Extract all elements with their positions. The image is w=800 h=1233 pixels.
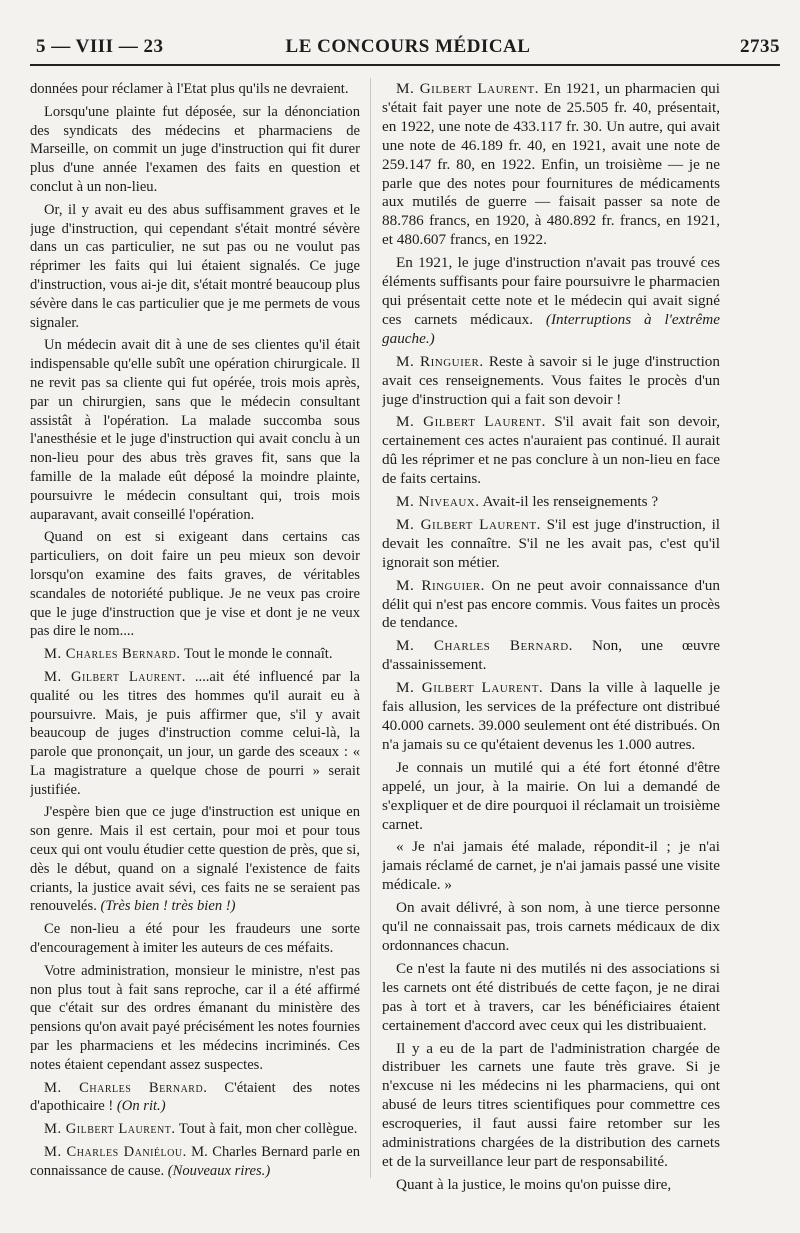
stage-direction: (On rit.) [116, 1098, 166, 1115]
paragraph [382, 838, 720, 895]
speaker-name: M. Gilbert Laurent. [396, 515, 541, 533]
speaker-name: M. Charles Bernard. [396, 637, 573, 655]
speaker-name: M. Ringuier. [396, 352, 484, 370]
header-rule [30, 64, 780, 66]
column-divider [370, 78, 371, 1178]
paragraph-text: Non, une œuvre d'assainissement. [382, 637, 720, 674]
paragraph [30, 336, 360, 524]
paragraph-text: Quant à la justice, le moins qu'on puisse dire, [396, 1175, 672, 1193]
paragraph [382, 493, 720, 512]
paragraph-text: C'étaient des notes d'apothicaire ! [30, 1079, 360, 1115]
paragraph [382, 254, 720, 349]
paragraph-text: J'espère bien que ce juge d'instruction est unique en son genre. Mais il est certain, pour moi et pour tous ceux qui ont voulu étudier cette question de près, que si, dès le début, quand on a signalé l'existence de faits criants, la justice avait sévi, ces faits ne se seraient pas renouvelés. [30, 804, 360, 915]
paragraph [30, 668, 360, 800]
stage-direction: (Très bien ! très bien !) [100, 898, 236, 915]
speaker-name: M. Gilbert Laurent. [396, 679, 544, 697]
paragraph-text: En 1921, un pharmacien qui s'était fait payer une note de 25.505 fr. 40, présentait, en 1922, une note de 433.117 fr. 30. Un autre, qui avait une note de 46.189 fr. 40, en 1921, avait une note de 259.147 fr. 80, en 1922. Enfin, un troisième — je ne parle que des notes pour fournitures de médicaments aux mutilés de guerre — faisait passer sa note de 88.786 francs, en 1920, à 480.892 fr. francs, en 1921, et 480.607 francs, en 1922. [382, 80, 720, 249]
paragraph [30, 920, 360, 958]
speaker-name: M. Gilbert Laurent. [44, 1121, 176, 1138]
paragraph [382, 899, 720, 956]
paragraph-text: S'il est juge d'instruction, il devait les connaître. S'il ne les avait pas, c'est qu'il ignorait son métier. [382, 515, 720, 571]
right-column [382, 80, 720, 1220]
paragraph-text: Un médecin avait dit à une de ses clientes qu'il était indispensable qu'elle subît une opération chirurgicale. Il ne revit pas sa cliente qui fut opérée, trois mois après, par un chirurgien, sans que le médecin consultant assistât à l'opération. La malade succomba sous l'anesthésie et le juge d'instruction qui avait conclu à un non-lieu pour des abus très graves fit, sans que la famille de la malade eût déposé la moindre plainte, poursuivre le médecin consultant qui, trois mois auparavant, avait conseillé l'opération. [30, 337, 360, 523]
journal-title: LE CONCOURS MÉDICAL [285, 36, 531, 57]
stage-direction: (Interruptions à l'extrême gauche.) [382, 310, 720, 347]
paragraph-text: Il y a eu de la part de l'administration chargée de distribuer les carnets une faute très grave. Si je n'excuse ni les médecins ni les pharmaciens, qui ont abusé de leurs titres scientifiques pour commettre ces escroqueries, il faut aussi faire retomber sur les administrations chargées de la distribution des carnets et de la surveillance leur part de responsabilité. [382, 1039, 720, 1170]
paragraph-text: Tout à fait, mon cher collègue. [178, 1121, 358, 1138]
paragraph [382, 577, 720, 634]
paragraph-text: On avait délivré, à son nom, à une tierce personne qu'il ne connaissait pas, trois carnets médicaux de dix ordonnances chacun. [382, 899, 720, 954]
paragraph [382, 637, 720, 675]
paragraph-text: On ne peut avoir connaissance d'un délit qui n'est pas encore commis. Vous faites un procès de tendance. [382, 576, 720, 632]
paragraph [382, 80, 720, 250]
paragraph [382, 960, 720, 1036]
issue-date: 5 — VIII — 23 [36, 36, 164, 57]
speaker-name: M. Charles Daniélou. [44, 1144, 187, 1161]
paragraph-text: « Je n'ai jamais été malade, répondit-il ; je n'ai jamais réclamé de carnet, je n'ai jamais passé une visite médicale. » [382, 838, 720, 894]
speaker-name: M. Charles Bernard. [44, 646, 181, 663]
paragraph-text: Quand on est si exigeant dans certains cas particuliers, on doit faire un peu mieux son devoir lorsqu'on examine des faits graves, de véritables scandales de notoriété publique. Je ne veux pas croire que le juge d'instruction que je vise et dont je ne veux pas dire le nom.... [30, 529, 360, 640]
paragraph [30, 528, 360, 641]
paragraph-text: Tout le monde le connaît. [183, 646, 333, 663]
paragraph [382, 1176, 720, 1195]
left-column [30, 80, 360, 1220]
paragraph [382, 413, 720, 489]
paragraph [30, 103, 360, 197]
paragraph [382, 1040, 720, 1172]
stage-direction: (Nouveaux rires.) [167, 1162, 271, 1179]
page-header [36, 36, 780, 64]
paragraph [382, 679, 720, 755]
speaker-name: M. Gilbert Laurent. [44, 668, 186, 685]
paragraph [382, 353, 720, 410]
paragraph [30, 1120, 360, 1139]
paragraph-text: Je connais un mutilé qui a été fort étonné d'être appelé, un jour, à la mairie. On lui a demandé de s'expliquer et de dire pourquoi il réclamait un troisième carnet. [382, 758, 720, 833]
paragraph [30, 962, 360, 1075]
paragraph-text: ....ait été influencé par la qualité ou les titres des hommes qu'il aurait eu à poursuivre. Mais, je puis affirmer que, s'il y avait beaucoup de juges d'instruction comme celui-là, la parole que prononçait, un jour, un garde des sceaux : « La magistrature a quelque chose de pourri » serait justifiée. [30, 668, 360, 798]
paragraph [30, 645, 360, 664]
paragraph-text: S'il avait fait son devoir, certainement ces actes n'auraient pas continué. Il aurait dû les réprimer et ne pas conclure à un non-lieu en face de faits certains. [382, 413, 720, 488]
paragraph [382, 516, 720, 573]
paragraph-text: Dans la ville à laquelle je fais allusion, les services de la préfecture ont distribué 40.000 carnets. 39.000 seulement ont été distribués. On n'a jamais su ce qu'étaient devenus les 1.000 autres. [382, 679, 720, 753]
paragraph [30, 201, 360, 333]
paragraph-text: Votre administration, monsieur le ministre, n'est pas non plus tout à fait sans reproche, car il a été affirmé que c'était sur des ordres émanant du ministère des pensions qu'on avait payé précisément les notes fournies par les pharmaciens et les médecins incriminés. Ces notes étaient cependant assez suspectes. [30, 962, 360, 1073]
paragraph-text: Reste à savoir si le juge d'instruction avait ces renseignements. Vous faites le procès d'un juge d'instruction qui a fait son devoir ! [382, 352, 720, 408]
paragraph-text: Avait-il les renseignements ? [482, 493, 659, 511]
paragraph-text: Ce n'est la faute ni des mutilés ni des associations si les carnets ont été distribués de cette façon, je ne dirai pas à tort et à travers, car les bénéficiaires étaient certainement d'accord avec ceux qui les distribuaient. [382, 959, 720, 1034]
speaker-name: M. Gilbert Laurent. [396, 413, 546, 431]
speaker-name: M. Niveaux. [396, 493, 480, 511]
paragraph-text: Or, il y avait eu des abus suffisamment graves et le juge d'instruction, qui cependant s'était montré sévère dans un cas particulier, ne sut pas ou ne voulut pas réprimer les faits qui lui étaient signalés. Ce juge d'instruction, vous ai-je dit, s'était montré beaucoup plus sévère dans le cas particulier que je me permets de vous signaler. [30, 201, 360, 331]
paragraph [30, 1079, 360, 1117]
paragraph [30, 1143, 360, 1181]
paragraph-text: Ce non-lieu a été pour les fraudeurs une sorte d'encouragement à imiter les auteurs de ces méfaits. [30, 921, 360, 957]
paragraph-text: données pour réclamer à l'Etat plus qu'ils ne devraient. [30, 81, 349, 97]
page-number: 2735 [740, 36, 780, 57]
paragraph-text: En 1921, le juge d'instruction n'avait pas trouvé ces éléments suffisants pour faire poursuivre le pharmacien qui présentait cette note et le médecin qui avait signé ces carnets médicaux. [382, 254, 720, 328]
paragraph [382, 759, 720, 835]
speaker-name: M. Charles Bernard. [44, 1079, 208, 1096]
speaker-name: M. Gilbert Laurent. [396, 80, 540, 97]
paragraph-text: M. Charles Bernard parle en connaissance de cause. [30, 1144, 360, 1179]
paragraph [30, 803, 360, 916]
paragraph-text: Lorsqu'une plainte fut déposée, sur la dénonciation des syndicats des médecins et pharmaciens de Marseille, on commit un juge d'instruction qui fit durer plus d'une année l'examen des faits en question et conclut à un non-lieu. [30, 103, 360, 195]
paragraph [30, 80, 360, 99]
speaker-name: M. Ringuier. [396, 576, 485, 594]
